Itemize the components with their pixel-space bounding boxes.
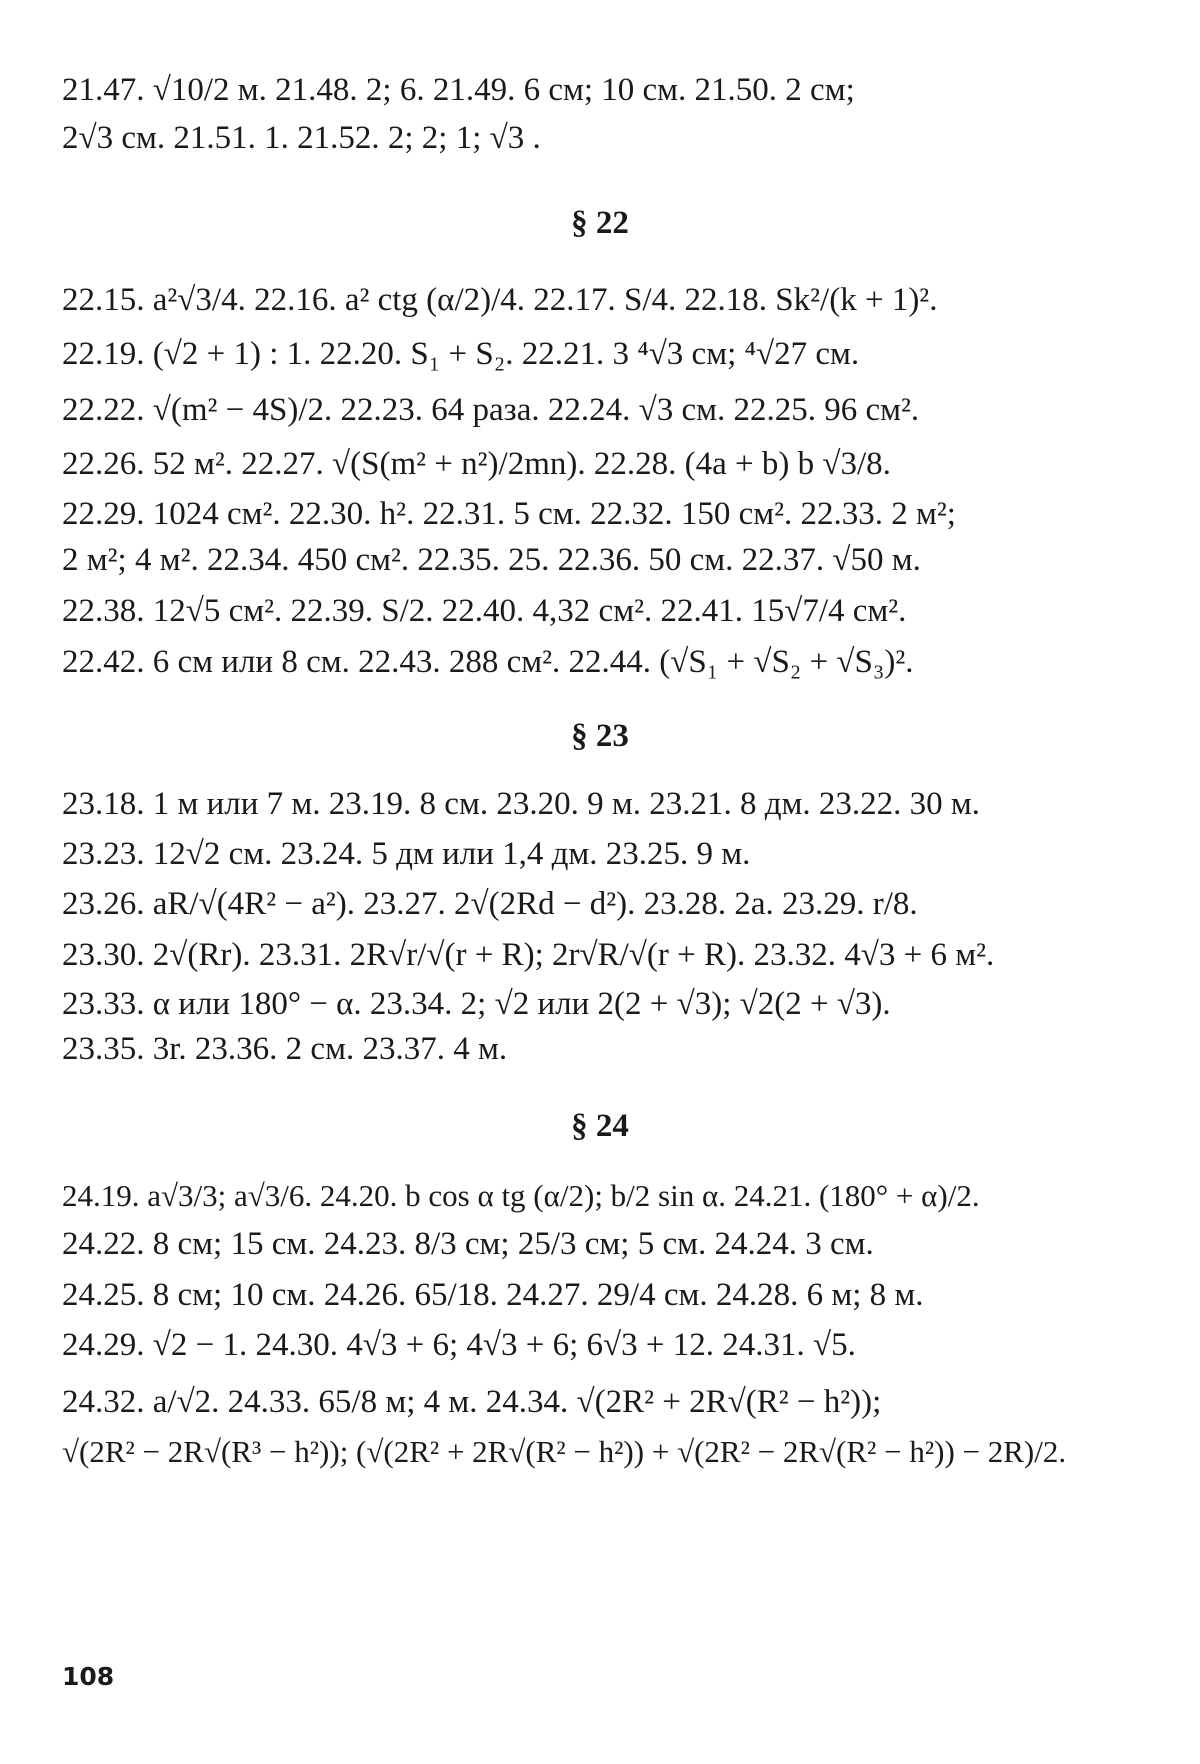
section-heading: § 23	[571, 718, 629, 754]
answer-line: 22.22. √(m² − 4S)/2. 22.23. 64 раза. 22.24. √3 см. 22.25. 96 см².	[62, 392, 920, 428]
answer-line: 23.35. 3r. 23.36. 2 см. 23.37. 4 м.	[62, 1031, 508, 1067]
answer-line: 22.42. 6 см или 8 см. 22.43. 288 см². 22.44. (√S₁ + √S₂ + √S₃)².	[62, 644, 914, 680]
page-number: 108	[62, 1662, 115, 1691]
answer-line: 2 м²; 4 м². 22.34. 450 см². 22.35. 25. 22.36. 50 см. 22.37. √50 м.	[62, 542, 921, 578]
answer-line: 22.15. a²√3/4. 22.16. a² ctg (α/2)/4. 22.17. S/4. 22.18. Sk²/(k + 1)².	[62, 282, 938, 318]
section-heading: § 22	[571, 205, 629, 241]
answer-line: 23.23. 12√2 см. 23.24. 5 дм или 1,4 дм. 23.25. 9 м.	[62, 836, 751, 872]
answer-line: 24.25. 8 см; 10 см. 24.26. 65/18. 24.27. 29/4 см. 24.28. 6 м; 8 м.	[62, 1277, 924, 1313]
answer-line: 23.33. α или 180° − α. 23.34. 2; √2 или 2(2 + √3); √2(2 + √3).	[62, 986, 891, 1022]
answer-line: 24.22. 8 см; 15 см. 24.23. 8/3 см; 25/3 см; 5 см. 24.24. 3 см.	[62, 1226, 874, 1262]
answer-line: 24.29. √2 − 1. 24.30. 4√3 + 6; 4√3 + 6; 6√3 + 12. 24.31. √5.	[62, 1327, 856, 1363]
answer-line: 23.18. 1 м или 7 м. 23.19. 8 см. 23.20. 9 м. 23.21. 8 дм. 23.22. 30 м.	[62, 786, 981, 822]
section-heading: § 24	[571, 1108, 629, 1144]
answer-line: 21.47. √10/2 м. 21.48. 2; 6. 21.49. 6 см; 10 см. 21.50. 2 см;	[62, 72, 855, 108]
answer-line: √(2R² − 2R√(R³ − h²)); (√(2R² + 2R√(R² − h²)) + √(2R² − 2R√(R² − h²)) − 2R)/2.	[62, 1434, 1067, 1469]
answer-line: 22.38. 12√5 см². 22.39. S/2. 22.40. 4,32 см². 22.41. 15√7/4 см².	[62, 593, 907, 629]
answer-line: 24.19. a√3/3; a√3/6. 24.20. b cos α tg (α/2); b/2 sin α. 24.21. (180° + α)/2.	[62, 1178, 980, 1213]
answer-line: 24.32. a/√2. 24.33. 65/8 м; 4 м. 24.34. √(2R² + 2R√(R² − h²));	[62, 1384, 882, 1420]
answer-line: 23.26. aR/√(4R² − a²). 23.27. 2√(2Rd − d²). 23.28. 2a. 23.29. r/8.	[62, 886, 918, 922]
answer-line: 2√3 см. 21.51. 1. 21.52. 2; 2; 1; √3 .	[62, 120, 541, 156]
answer-line: 23.30. 2√(Rr). 23.31. 2R√r/√(r + R); 2r√R/√(r + R). 23.32. 4√3 + 6 м².	[62, 937, 995, 973]
answer-line: 22.26. 52 м². 22.27. √(S(m² + n²)/2mn). 22.28. (4a + b) b √3/8.	[62, 446, 891, 482]
answer-line: 22.29. 1024 см². 22.30. h². 22.31. 5 см. 22.32. 150 см². 22.33. 2 м²;	[62, 496, 956, 532]
answer-line: 22.19. (√2 + 1) : 1. 22.20. S₁ + S₂. 22.21. 3 ⁴√3 см; ⁴√27 см.	[62, 336, 860, 372]
